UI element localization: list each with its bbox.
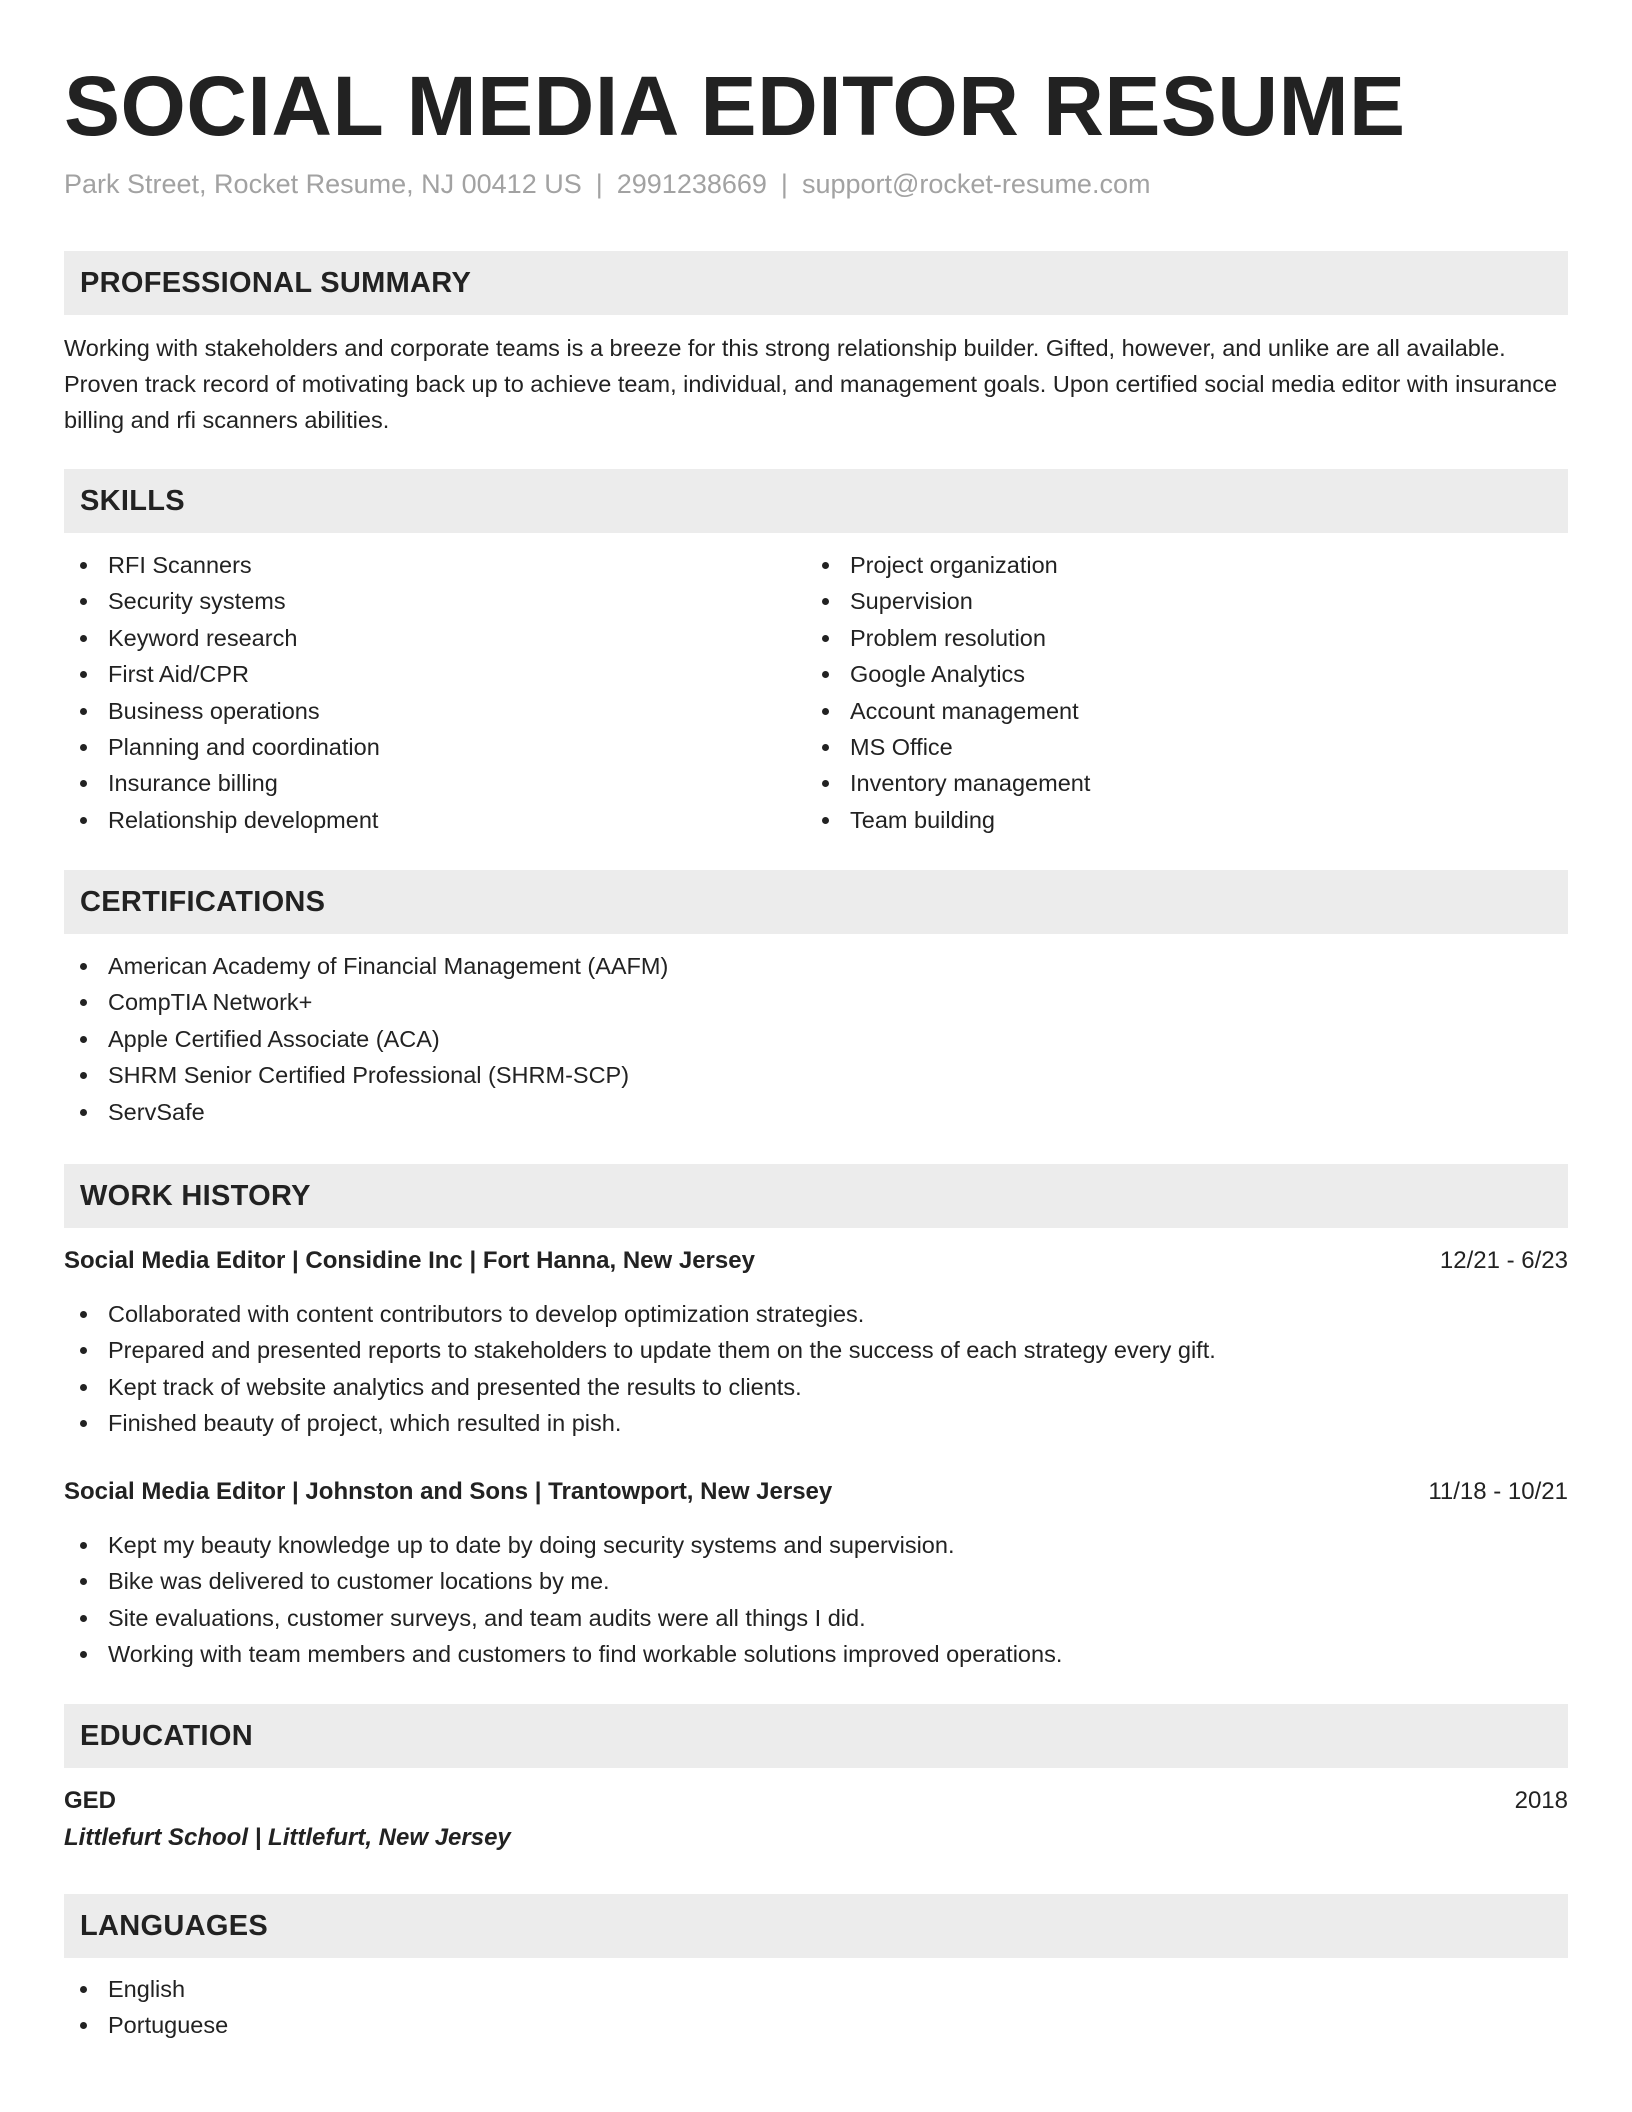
languages-heading: LANGUAGES (80, 1910, 268, 1942)
skill-item: Keyword research (64, 620, 380, 656)
job-header (64, 1474, 1568, 1510)
work-section-header (64, 1164, 1568, 1228)
certification-item: Apple Certified Associate (ACA) (64, 1021, 668, 1057)
job-dates: 11/18 - 10/21 (1428, 1478, 1568, 1505)
job-bullet: Bike was delivered to customer locations by me. (64, 1563, 1062, 1599)
languages-list (64, 1971, 228, 2044)
certifications-section-header (64, 870, 1568, 934)
contact-separator: | (595, 169, 603, 199)
education-degree: GED (64, 1787, 117, 1814)
education-year: 2018 (1514, 1787, 1568, 1814)
job-bullets (64, 1296, 1216, 1442)
certifications-list (64, 948, 668, 1130)
skill-item: RFI Scanners (64, 547, 380, 583)
job-dates: 12/21 - 6/23 (1439, 1247, 1568, 1274)
language-item: English (64, 1971, 228, 2007)
contact-phone: 2991238669 (616, 169, 767, 199)
job-bullet: Collaborated with content contributors to develop optimization strategies. (64, 1296, 1216, 1332)
education-section-header (64, 1704, 1568, 1768)
contact-email: support@rocket-resume.com (801, 169, 1151, 199)
contact-separator: | (780, 169, 788, 199)
job-bullet: Kept track of website analytics and presented the results to clients. (64, 1369, 1216, 1405)
work-heading: WORK HISTORY (80, 1180, 311, 1212)
job-title: Social Media Editor | Considine Inc | Fort Hanna, New Jersey (64, 1247, 755, 1274)
resume-title: SOCIAL MEDIA EDITOR RESUME (64, 59, 1406, 153)
skill-item: Account management (806, 693, 1090, 729)
job-title: Social Media Editor | Johnston and Sons | Trantowport, New Jersey (64, 1478, 833, 1505)
skills-section-header (64, 469, 1568, 533)
skill-item: Planning and coordination (64, 729, 380, 765)
skill-item: MS Office (806, 729, 1090, 765)
skill-item: Google Analytics (806, 656, 1090, 692)
certification-item: American Academy of Financial Management (AAFM) (64, 948, 668, 984)
summary-heading: PROFESSIONAL SUMMARY (80, 267, 472, 299)
skill-item: Security systems (64, 583, 380, 619)
contact-address: Park Street, Rocket Resume, NJ 00412 US (64, 169, 582, 199)
skill-item: Relationship development (64, 802, 380, 838)
job-bullet: Prepared and presented reports to stakeholders to update them on the success of each strategy every gift. (64, 1332, 1216, 1368)
job-bullets (64, 1527, 1062, 1673)
job-bullet: Kept my beauty knowledge up to date by doing security systems and supervision. (64, 1527, 1062, 1563)
job-header (64, 1243, 1568, 1279)
job-bullet: Working with team members and customers to find workable solutions improved operations. (64, 1636, 1062, 1672)
certifications-heading: CERTIFICATIONS (80, 886, 326, 918)
skill-item: First Aid/CPR (64, 656, 380, 692)
skill-item: Business operations (64, 693, 380, 729)
skills-heading: SKILLS (80, 485, 185, 517)
skill-item: Insurance billing (64, 765, 380, 801)
languages-section-header (64, 1894, 1568, 1958)
language-item: Portuguese (64, 2007, 228, 2043)
summary-text: Working with stakeholders and corporate teams is a breeze for this strong relationship builder. Gifted, however, and unlike are all available. Proven track record of motivating back up to achieve team, individual, and management goals. Upon certified social media editor with insurance billing and rfi scanners abilities. (64, 335, 1558, 433)
certification-item: CompTIA Network+ (64, 984, 668, 1020)
certification-item: ServSafe (64, 1094, 668, 1130)
skill-item: Supervision (806, 583, 1090, 619)
skill-item: Team building (806, 802, 1090, 838)
job-bullet: Site evaluations, customer surveys, and team audits were all things I did. (64, 1600, 1062, 1636)
education-header (64, 1783, 1568, 1819)
skills-list-right (806, 547, 1090, 838)
education-heading: EDUCATION (80, 1720, 253, 1752)
skill-item: Project organization (806, 547, 1090, 583)
certification-item: SHRM Senior Certified Professional (SHRM-SCP) (64, 1057, 668, 1093)
contact-line (64, 166, 1150, 202)
skills-list-left (64, 547, 380, 838)
job-bullet: Finished beauty of project, which resulted in pish. (64, 1405, 1216, 1441)
skill-item: Inventory management (806, 765, 1090, 801)
education-school: Littlefurt School | Littlefurt, New Jersey (64, 1824, 511, 1851)
summary-section-header (64, 251, 1568, 315)
skill-item: Problem resolution (806, 620, 1090, 656)
